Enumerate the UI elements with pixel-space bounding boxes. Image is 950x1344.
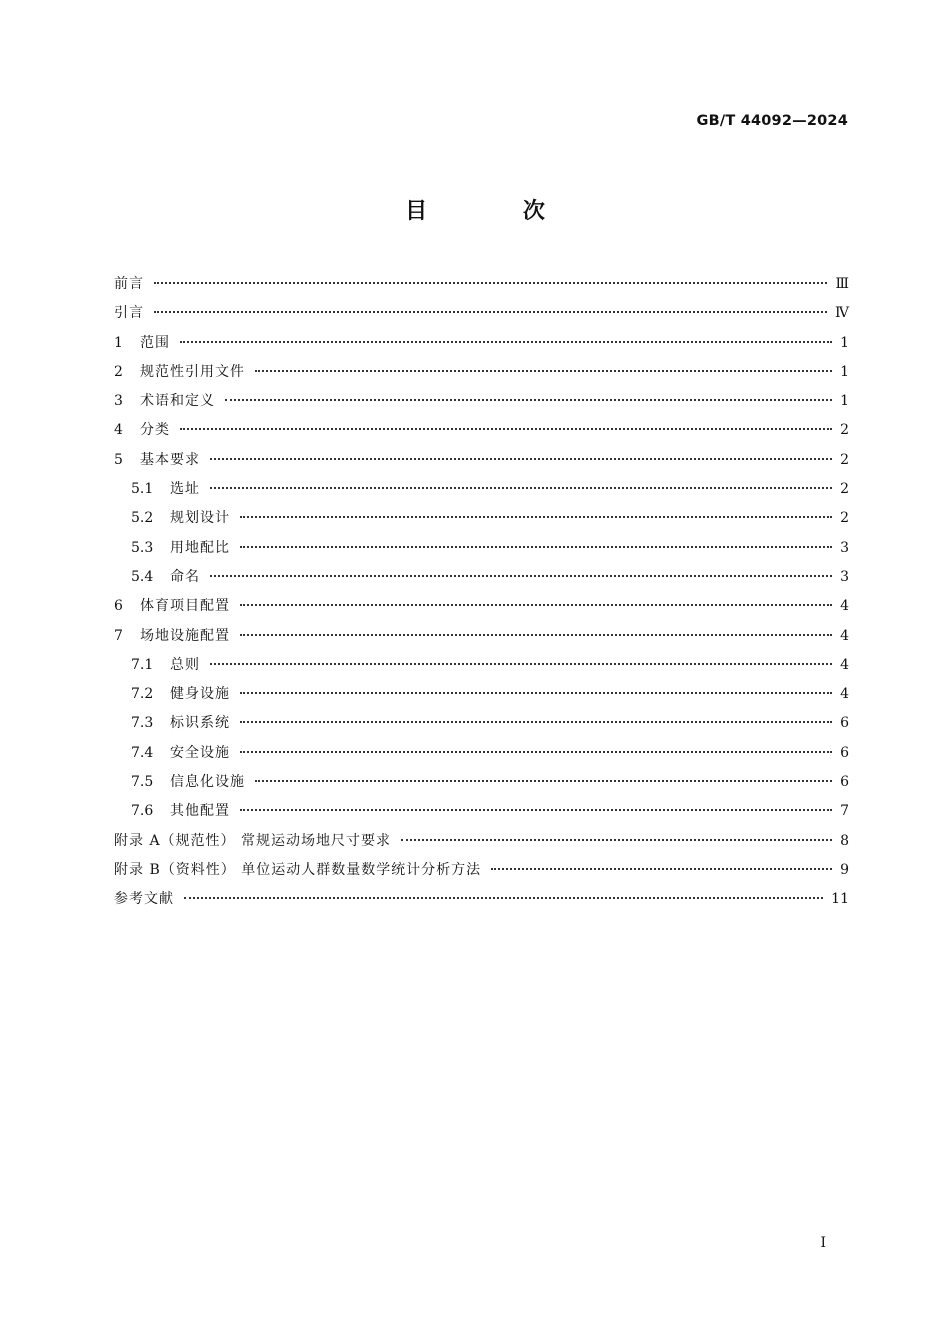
toc-entry[interactable] [114,504,849,533]
toc-dot-leader [240,808,832,811]
toc-entry-number: 6 [114,598,123,615]
toc-entry-number: 7.3 [131,715,154,732]
toc-entry-number: 5.1 [131,481,154,498]
toc-entry-page: 4 [840,656,849,673]
toc-dot-leader [240,545,832,548]
toc-entry[interactable] [114,709,849,738]
toc-dot-leader [180,427,832,430]
toc-entry-number: 4 [114,422,123,439]
toc-entry-number: 7.4 [131,744,154,761]
toc-entry[interactable] [114,592,849,621]
toc-dot-leader [240,691,832,694]
toc-entry-label: 安全设施 [170,744,230,761]
toc-dot-leader [180,340,832,343]
toc-entry-label: 附录 B（资料性） 单位运动人群数量数学统计分析方法 [114,861,482,878]
toc-entry-number: 7 [114,627,123,644]
toc-entry-label: 参考文献 [114,891,174,908]
toc-entry[interactable] [114,387,849,416]
toc-entry-page: 1 [840,334,849,351]
toc-entry-page: 3 [840,539,849,556]
toc-entry[interactable] [114,797,849,826]
toc-entry-page: 6 [840,744,849,761]
toc-dot-leader [154,310,827,313]
toc-entry-number: 5.2 [131,510,154,527]
toc-entry-label: 前言 [114,276,144,292]
toc-entry-label: 规划设计 [170,510,230,527]
toc-dot-leader [240,603,832,606]
toc-entry-page: 6 [840,774,849,791]
toc-dot-leader [401,838,832,841]
toc-dot-leader [240,750,832,753]
toc-entry[interactable] [114,446,849,475]
toc-title: 目 次 [405,199,589,224]
toc-entry-label: 引言 [114,305,144,322]
toc-entry-page: 4 [840,598,849,615]
toc-entry-page: Ⅳ [835,305,849,322]
toc-entry-page: 3 [840,568,849,585]
toc-entry-label: 标识系统 [170,715,230,732]
toc-entry-number: 2 [114,363,123,380]
toc-entry-page: 2 [840,510,849,527]
toc-dot-leader [255,369,832,372]
toc-dot-leader [154,281,827,284]
toc-dot-leader [491,867,832,870]
toc-entry-number: 3 [114,393,123,410]
toc-entry[interactable] [114,856,849,885]
toc-entry[interactable] [114,475,849,504]
toc-entry-page: 1 [840,393,849,410]
toc-entry-label: 健身设施 [170,686,230,703]
toc-entry-page: 2 [840,422,849,439]
toc-entry-page: 4 [840,686,849,703]
toc-dot-leader [210,457,832,460]
toc-entry[interactable] [114,739,849,768]
toc-dot-leader [184,896,823,899]
toc-entry[interactable] [114,416,849,445]
toc-entry-number: 7.6 [131,803,154,820]
toc-entry-label: 其他配置 [170,803,230,820]
toc-entry-page: 1 [840,363,849,380]
toc-entry[interactable] [114,651,849,680]
toc-dot-leader [255,779,832,782]
toc-entry-label: 分类 [140,422,170,439]
toc-dot-leader [240,633,832,636]
toc-entry-page: 8 [840,832,849,849]
toc-entry[interactable] [114,622,849,651]
toc-entry-label: 术语和定义 [140,393,215,410]
page-number: I [820,1235,826,1251]
standard-number: GB/T 44092—2024 [696,113,848,129]
toc-dot-leader [210,574,832,577]
toc-entry-label: 总则 [170,656,200,673]
toc-entry-label: 范围 [140,334,170,351]
toc-entry-page: 2 [840,451,849,468]
toc-entry[interactable] [114,768,849,797]
toc-entry[interactable] [114,358,849,387]
toc-dot-leader [210,486,832,489]
toc-entry[interactable] [114,563,849,592]
toc-entry[interactable] [114,299,849,328]
toc-entry-page: 7 [840,803,849,820]
toc-dot-leader [240,515,832,518]
toc-entry-number: 5.3 [131,539,154,556]
toc-entry-label: 信息化设施 [170,774,245,791]
toc-entry-number: 7.2 [131,686,154,703]
toc-entry-page: 2 [840,481,849,498]
toc-entry-page: Ⅲ [835,276,849,292]
toc-entry-page: 11 [831,891,849,908]
toc-entry-label: 规范性引用文件 [140,363,245,380]
toc-dot-leader [210,662,832,665]
toc-entry-page: 4 [840,627,849,644]
toc-entry-number: 7.5 [131,774,154,791]
toc-entry-label: 体育项目配置 [140,598,230,615]
table-of-contents [114,270,849,915]
toc-entry-label: 选址 [170,481,200,498]
toc-entry[interactable] [114,534,849,563]
toc-entry-number: 7.1 [131,656,154,673]
toc-entry[interactable] [114,270,849,299]
toc-entry-label: 用地配比 [170,539,230,556]
toc-entry-page: 6 [840,715,849,732]
toc-entry[interactable] [114,885,849,914]
toc-entry-number: 1 [114,334,123,351]
toc-dot-leader [225,398,832,401]
toc-entry-number: 5 [114,451,123,468]
toc-entry[interactable] [114,329,849,358]
toc-entry[interactable] [114,827,849,856]
toc-entry-label: 基本要求 [140,451,200,468]
toc-entry-label: 附录 A（规范性） 常规运动场地尺寸要求 [114,832,392,849]
toc-entry-page: 9 [840,861,849,878]
toc-entry[interactable] [114,680,849,709]
toc-entry-label: 场地设施配置 [140,627,230,644]
toc-entry-number: 5.4 [131,568,154,585]
toc-dot-leader [240,720,832,723]
toc-entry-label: 命名 [170,568,200,585]
